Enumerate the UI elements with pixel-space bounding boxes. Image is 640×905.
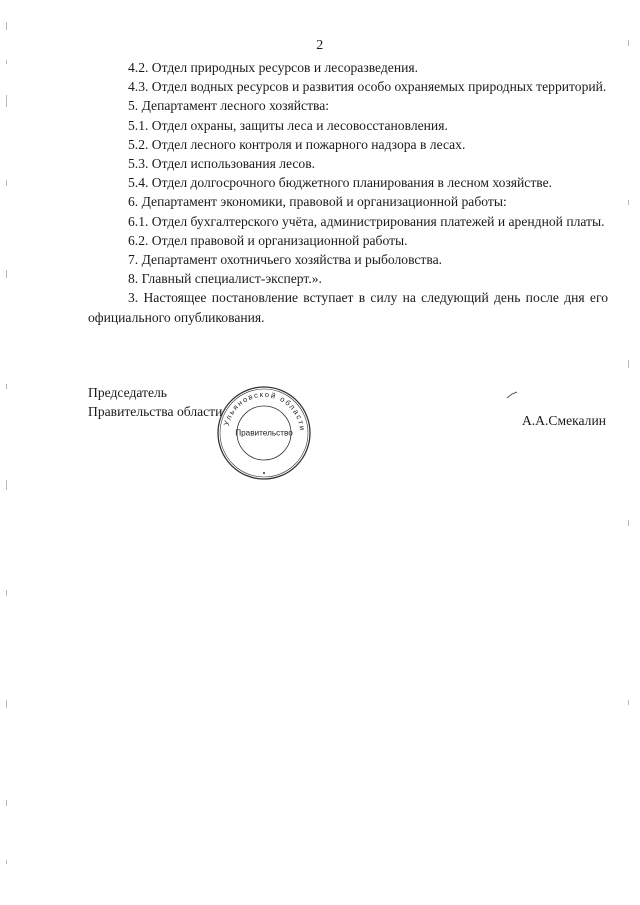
signatory-name: А.А.Смекалин [521,413,606,428]
signatory-title-line2: Правительства области [88,404,223,420]
paragraph-3-effective: 3. Настоящее постановление вступает в силу на следующий день после дня его официального опубликования. [88,290,608,325]
paragraph-5-2: 5.2. Отдел лесного контроля и пожарного надзора в лесах. [128,136,466,152]
signature-block [88,383,608,493]
paragraph-6-1: 6.1. Отдел бухгалтерского учёта, администрирования платежей и арендной платы. [128,213,605,229]
signatory-title [88,383,222,421]
signatory-title-line1: Председатель [88,385,167,400]
paragraph-5-1: 5.1. Отдел охраны, защиты леса и лесовосстановления. [128,117,448,133]
page-number: 2 [316,38,324,53]
svg-text:Ульяновской области [222,390,307,432]
left-margin-scan-marks [6,0,12,905]
document-body [88,58,608,327]
official-seal [214,383,314,483]
seal-ring-text: Ульяновской области [221,389,308,433]
signature-pen-mark [506,391,518,399]
paragraph-8: 8. Главный специалист-эксперт.». [128,271,322,287]
paragraph-6: 6. Департамент экономики, правовой и организационной работы: [128,194,507,210]
paragraph-5: 5. Департамент лесного хозяйства: [128,98,330,114]
right-margin-scan-marks [628,0,634,905]
paragraph-4-3: 4.3. Отдел водных ресурсов и развития особо охраняемых природных территорий. [128,79,607,95]
paragraph-5-3: 5.3. Отдел использования лесов. [128,156,316,172]
paragraph-4-2: 4.2. Отдел природных ресурсов и лесоразведения. [128,60,419,75]
paragraph-7: 7. Департамент охотничьего хозяйства и рыболовства. [128,252,443,268]
paragraph-6-2: 6.2. Отдел правовой и организационной работы. [128,232,408,248]
seal-center-text: Правительство [235,428,293,438]
paragraph-5-4: 5.4. Отдел долгосрочного бюджетного планирования в лесном хозяйстве. [128,175,553,191]
